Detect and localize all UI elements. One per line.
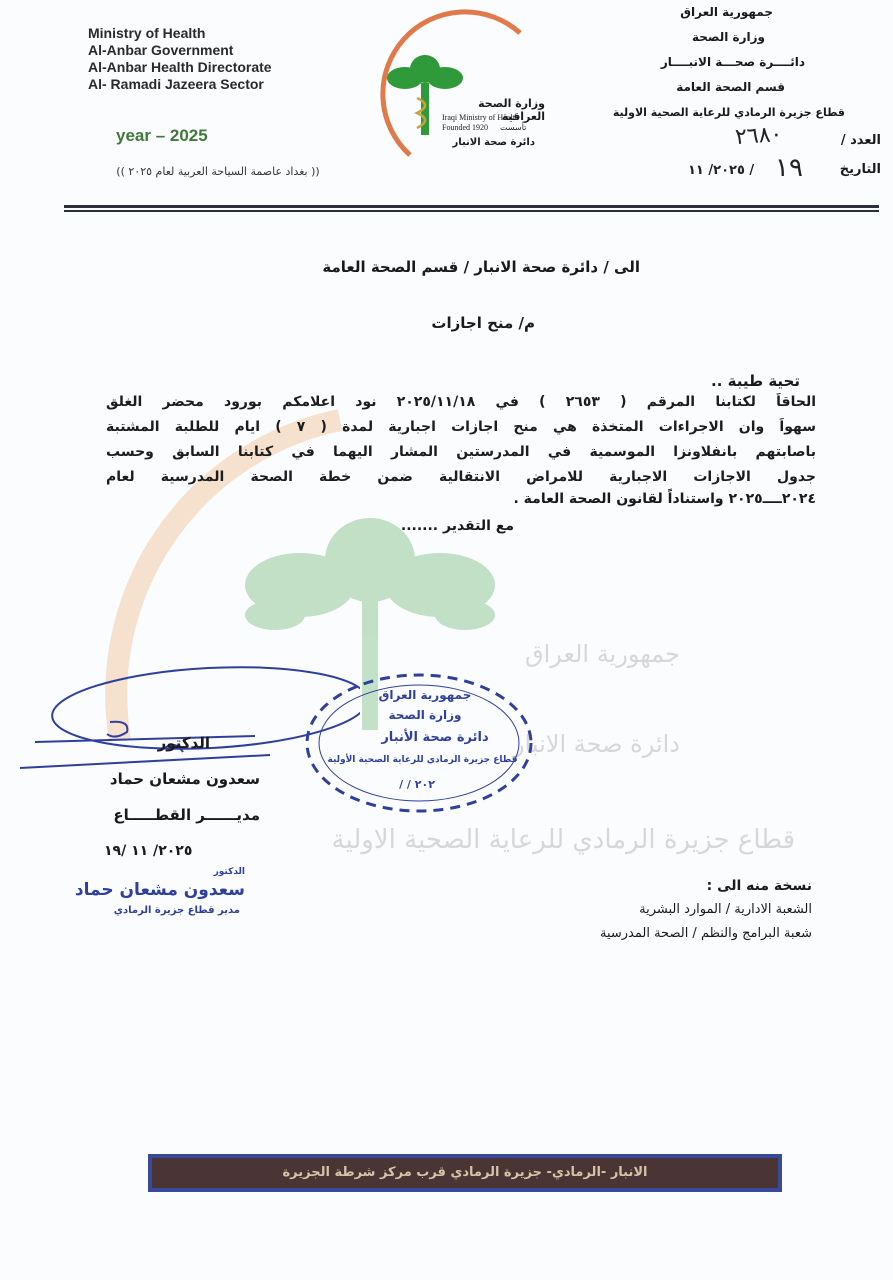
year-label: year – 2025: [116, 126, 208, 145]
slogan: (( بغداد عاصمة السياحة العربية لعام ٢٠٢٥ )): [116, 165, 320, 178]
closing: مع التقدير .......: [400, 518, 514, 534]
number-label: العدد /: [840, 133, 881, 148]
greeting: تحية طيبة ..: [711, 372, 800, 390]
copies-item-1: الشعبة الادارية / الموارد البشرية: [639, 902, 812, 917]
body-line-5: ٢٠٢٤ــــ٢٠٢٥ واستناداً لقانون الصحة العامة .: [513, 491, 816, 507]
body-line-1: الحاقاً لكتابنا المرقم ( ٢٦٥٣ ) في ٢٠٢٥/١١/١٨ نود اعلامكم بورود محضر الغلق: [106, 394, 816, 410]
signature-date: ٢٠٢٥/ ١١ /١٩: [104, 843, 193, 859]
body-line-3: باصابتهم بانفلاونزا الموسمية في المدرستين المشار اليهما في كتابنا السابق وحسب: [106, 444, 816, 460]
header-en-line-1: Ministry of Health: [88, 25, 206, 41]
date-label: التاريخ: [839, 162, 881, 177]
header-ar-line-1: جمهورية العراق: [680, 5, 773, 19]
date-day: ١٩: [775, 153, 803, 183]
header-ar-line-3: دائــــرة صحـــة الانبــــار: [660, 55, 805, 69]
signature-title: الدكتور: [157, 734, 210, 752]
header-en-line-3: Al-Anbar Health Directorate: [88, 59, 272, 75]
recipient-line: الى / دائرة صحة الانبار / قسم الصحة العامة: [322, 258, 640, 276]
official-stamp-line-1: جمهورية العراق: [378, 688, 472, 702]
name-stamp-position: مدير قطاع جزيرة الرمادي: [113, 905, 240, 916]
name-stamp-title: الدكتور: [213, 867, 245, 877]
body-line-4: جدول الاجازات الاجبارية للامراض الانتقالية ضمن خطة الصحة المدرسية لعام: [106, 469, 816, 485]
official-stamp-date: / / ٢٠٢: [399, 778, 435, 791]
logo-sub-ar: دائرة صحة الانبار: [452, 137, 535, 148]
english-header: [88, 25, 272, 93]
header-ar-line-4: قسم الصحة العامة: [676, 80, 785, 94]
header-en-line-2: Al-Anbar Government: [88, 42, 234, 58]
number-value: ٢٦٨٠: [734, 121, 784, 151]
watermark-line-3: قطاع جزيرة الرمادي للرعاية الصحية الاولية: [331, 825, 795, 855]
official-stamp-line-3: دائرة صحة الأنبار: [381, 730, 489, 745]
header-en-line-4: Al- Ramadi Jazeera Sector: [88, 76, 264, 92]
header-rule-bottom: [64, 210, 879, 212]
official-stamp-line-4: قطاع جزيرة الرمادي للرعاية الصحية الأولية: [327, 755, 518, 765]
header-rule-top: [64, 205, 879, 208]
body-line-2: سهواً وان الاجراءات المتخذة هي منح اجازات اجبارية لمدة ( ٧ ) ايام للطلبة المشتبة: [106, 419, 816, 435]
signature-name: سعدون مشعان حماد: [109, 770, 260, 788]
signature-position: مديــــــر القطـــــاع: [113, 806, 260, 824]
watermark-line-1: جمهورية العراق: [524, 640, 680, 668]
watermark-line-2: دائرة صحة الانبار: [512, 730, 680, 758]
header-ar-line-5: قطاع جزيرة الرمادي للرعاية الصحية الاولية: [612, 106, 845, 119]
subject-line: م/ منح اجازات: [431, 314, 535, 332]
logo-founded: Founded 1920: [442, 123, 488, 132]
footer-address-bar: [148, 1154, 782, 1192]
footer-address: الانبار -الرمادي- جزيرة الرمادي قرب مركز شرطة الجزيرة: [282, 1165, 648, 1180]
copies-title: نسخة منه الى :: [706, 878, 812, 894]
ministry-logo: [330, 5, 550, 160]
official-stamp-line-2: وزارة الصحة: [388, 708, 462, 722]
copies-item-2: شعبة البرامج والنظم / الصحة المدرسية: [599, 926, 812, 941]
header-ar-line-2: وزارة الصحة: [691, 30, 765, 44]
name-stamp-name: سعدون مشعان حماد: [74, 880, 245, 900]
logo-founded-ar: تأسست: [500, 123, 527, 132]
logo-title-ar: وزارة الصحة العراقية: [478, 97, 545, 123]
date-rest: ٢٠٢٥/ ١١ /: [688, 163, 755, 178]
logo-title-en: Iraqi Ministry of Health: [442, 113, 519, 122]
